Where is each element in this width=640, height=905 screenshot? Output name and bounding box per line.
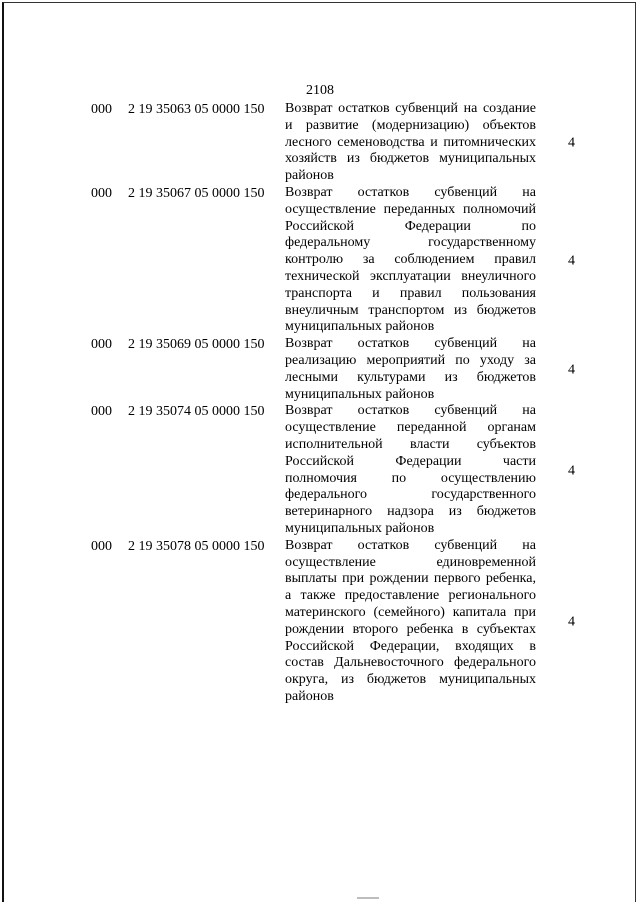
description-line: контролю за соблюдением правил: [285, 252, 536, 268]
row-description: [285, 185, 536, 336]
description-line: лесными культурами из бюджетов: [285, 369, 536, 385]
admin-code: 000: [91, 538, 112, 554]
admin-code: 000: [91, 185, 112, 201]
amount-value: 4: [568, 362, 575, 378]
description-line: лесного семеноводства и питомнических: [285, 134, 536, 150]
table-row: [0, 185, 640, 336]
description-line: реализацию мероприятий по уходу за: [285, 352, 536, 368]
description-line: и развитие (модернизацию) объектов: [285, 117, 536, 133]
amount-value: 4: [568, 463, 575, 479]
row-description: [285, 336, 536, 403]
page-number: 2108: [306, 83, 334, 98]
budget-table: [0, 101, 640, 706]
table-row: [0, 336, 640, 403]
table-row: [0, 538, 640, 706]
amount-value: 4: [568, 253, 575, 269]
row-description: [285, 101, 536, 185]
description-line: а также предоставление регионального: [285, 588, 536, 604]
description-line: состав Дальневосточного федерального: [285, 655, 536, 671]
amount-value: 4: [568, 614, 575, 630]
description-line: технической эксплуатации внеуличного: [285, 268, 536, 284]
description-line: рождении второго ребенка в субъектах: [285, 621, 536, 637]
description-line: Российской Федерации, входящих в: [285, 638, 536, 654]
description-line: муниципальных районов: [285, 520, 435, 536]
description-line: исполнительной власти субъектов: [285, 436, 536, 452]
kbk-code: 2 19 35063 05 0000 150: [128, 102, 265, 117]
admin-code: 000: [91, 102, 112, 117]
description-line: осуществление переданной органам: [285, 420, 536, 436]
description-line: внеуличным транспортом из бюджетов: [285, 302, 536, 318]
description-line: федеральному государственному: [285, 235, 536, 251]
admin-code: 000: [91, 404, 112, 420]
row-description: [285, 538, 536, 706]
scan-artifact: [357, 897, 379, 899]
description-line: Возврат остатков субвенций на: [285, 537, 536, 553]
description-line: полномочия по осуществлению: [285, 470, 536, 486]
description-line: Возврат остатков субвенций на: [285, 184, 536, 200]
description-line: осуществление единовременной: [285, 554, 536, 570]
description-line: ветеринарного надзора из бюджетов: [285, 504, 536, 520]
description-line: осуществление переданных полномочий: [285, 201, 536, 217]
description-line: федерального государственного: [285, 487, 536, 503]
table-row: [0, 403, 640, 537]
kbk-code: 2 19 35069 05 0000 150: [128, 337, 265, 353]
description-line: районов: [285, 168, 334, 184]
description-line: материнского (семейного) капитала при: [285, 604, 536, 620]
description-line: муниципальных районов: [285, 386, 435, 402]
description-line: округа, из бюджетов муниципальных: [285, 672, 536, 688]
description-line: Возврат остатков субвенций на создание: [285, 101, 536, 116]
description-line: хозяйств из бюджетов муниципальных: [285, 151, 536, 167]
table-row: [0, 101, 640, 185]
description-line: транспорта и правил пользования: [285, 285, 536, 301]
kbk-code: 2 19 35074 05 0000 150: [128, 404, 265, 420]
kbk-code: 2 19 35067 05 0000 150: [128, 185, 265, 201]
description-line: муниципальных районов: [285, 319, 435, 335]
description-line: Возврат остатков субвенций на: [285, 403, 536, 419]
kbk-code: 2 19 35078 05 0000 150: [128, 538, 265, 554]
row-description: [285, 403, 536, 537]
description-line: районов: [285, 688, 334, 704]
description-line: Российской Федерации по: [285, 218, 536, 234]
description-line: Российской Федерации части: [285, 453, 536, 469]
amount-value: 4: [568, 135, 575, 151]
admin-code: 000: [91, 337, 112, 353]
description-line: Возврат остатков субвенций на: [285, 336, 536, 352]
description-line: выплаты при рождении первого ребенка,: [285, 571, 536, 587]
